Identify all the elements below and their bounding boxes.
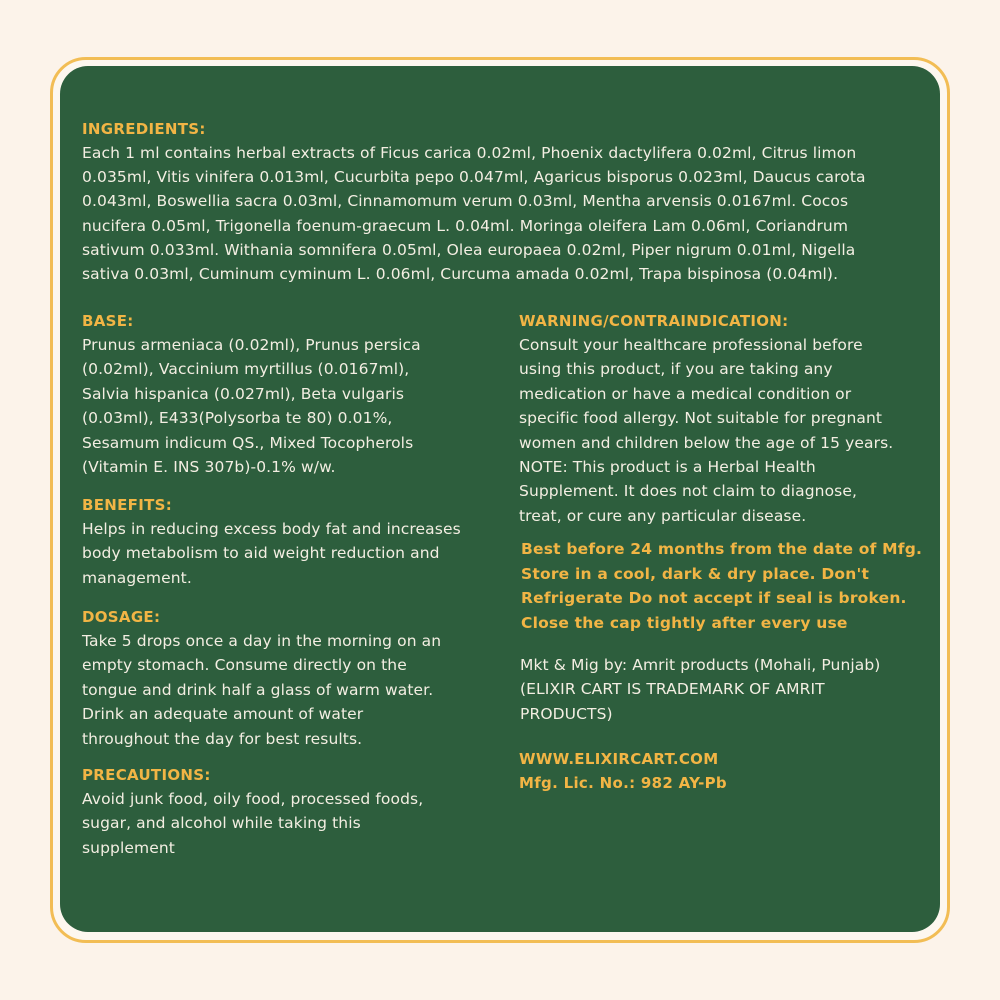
warning-line: Consult your healthcare professional before <box>519 336 863 354</box>
warning-line: Supplement. It does not claim to diagnose, <box>519 482 857 501</box>
precautions-line: supplement <box>82 838 175 857</box>
dosage-section <box>82 605 502 751</box>
benefits-section <box>82 493 502 590</box>
manufacturer-line: Mkt & Mig by: Amrit products (Mohali, Punjab) <box>520 656 881 674</box>
precautions-line: sugar, and alcohol while taking this <box>82 814 361 833</box>
warning-line: treat, or cure any particular disease. <box>519 506 807 525</box>
benefits-heading: BENEFITS: <box>82 496 173 514</box>
warning-line: specific food allergy. Not suitable for pregnant <box>519 409 883 428</box>
storage-line: Refrigerate Do not accept if seal is broken. <box>521 589 907 607</box>
base-section <box>82 309 502 479</box>
dosage-line: empty stomach. Consume directly on the <box>82 656 407 675</box>
benefits-text <box>82 517 502 590</box>
license-number: Mfg. Lic. No.: 982 AY-Pb <box>519 774 727 792</box>
dosage-heading: DOSAGE: <box>82 608 161 626</box>
precautions-heading: PRECAUTIONS: <box>82 766 211 784</box>
dosage-text <box>82 629 502 751</box>
precautions-line: Avoid junk food, oily food, processed foods, <box>82 790 424 808</box>
benefits-line: management. <box>82 568 192 587</box>
storage-text <box>521 537 931 635</box>
manufacturer-line: PRODUCTS) <box>520 704 613 723</box>
website-text: WWW.ELIXIRCART.COM <box>519 750 719 768</box>
ingredients-text <box>82 141 932 286</box>
dosage-line: Take 5 drops once a day in the morning on an <box>82 632 442 650</box>
storage-line: Close the cap tightly after every use <box>521 613 848 632</box>
precautions-text <box>82 787 502 860</box>
manufacturer-section <box>520 653 930 726</box>
manufacturer-text <box>520 653 930 726</box>
ingredients-line: 0.035ml, Vitis vinifera 0.013ml, Cucurbita pepo 0.047ml, Agaricus bisporus 0.023ml, Daucus carota <box>82 168 866 187</box>
base-line: Sesamum indicum QS., Mixed Tocopherols <box>82 433 414 452</box>
contact-section <box>519 747 929 795</box>
storage-line: Store in a cool, dark & dry place. Don't <box>521 564 870 583</box>
ingredients-section <box>82 117 932 286</box>
warning-text <box>519 333 929 528</box>
benefits-line: body metabolism to aid weight reduction and <box>82 544 440 563</box>
manufacturer-line: (ELIXIR CART IS TRADEMARK OF AMRIT <box>520 680 825 699</box>
ingredients-line: nucifera 0.05ml, Trigonella foenum-graecum L. 0.04ml. Moringa oleifera Lam 0.06ml, Coriandrum <box>82 216 849 235</box>
base-line: (0.03ml), E433(Polysorba te 80) 0.01%, <box>82 409 393 428</box>
warning-heading: WARNING/CONTRAINDICATION: <box>519 312 789 330</box>
base-line: Prunus armeniaca (0.02ml), Prunus persica <box>82 336 421 354</box>
base-line: Salvia hispanica (0.027ml), Beta vulgaris <box>82 384 405 403</box>
benefits-line: Helps in reducing excess body fat and increases <box>82 520 461 538</box>
warning-line: women and children below the age of 15 years. <box>519 433 894 452</box>
warning-line: using this product, if you are taking any <box>519 360 833 379</box>
ingredients-line: sativa 0.03ml, Cuminum cyminum L. 0.06ml, Curcuma amada 0.02ml, Trapa bispinosa (0.04ml). <box>82 265 839 284</box>
contact-text <box>519 747 929 795</box>
base-text <box>82 333 502 479</box>
dosage-line: throughout the day for best results. <box>82 729 363 748</box>
precautions-section <box>82 763 502 860</box>
ingredients-line: Each 1 ml contains herbal extracts of Ficus carica 0.02ml, Phoenix dactylifera 0.02ml, Citrus limon <box>82 144 857 162</box>
warning-line: NOTE: This product is a Herbal Health <box>519 458 816 477</box>
storage-line: Best before 24 months from the date of Mfg. <box>521 540 923 558</box>
storage-section <box>521 537 931 635</box>
ingredients-line: sativum 0.033ml. Withania somnifera 0.05ml, Olea europaea 0.02ml, Piper nigrum 0.01ml, Nigella <box>82 240 856 259</box>
warning-line: medication or have a medical condition or <box>519 384 852 403</box>
base-line: (Vitamin E. INS 307b)-0.1% w/w. <box>82 458 336 477</box>
base-line: (0.02ml), Vaccinium myrtillus (0.0167ml), <box>82 360 410 379</box>
ingredients-heading: INGREDIENTS: <box>82 120 206 138</box>
base-heading: BASE: <box>82 312 134 330</box>
ingredients-line: 0.043ml, Boswellia sacra 0.03ml, Cinnamomum verum 0.03ml, Mentha arvensis 0.0167ml. Cocos <box>82 192 849 211</box>
warning-section <box>519 309 929 528</box>
dosage-line: Drink an adequate amount of water <box>82 705 364 724</box>
dosage-line: tongue and drink half a glass of warm water. <box>82 680 434 699</box>
